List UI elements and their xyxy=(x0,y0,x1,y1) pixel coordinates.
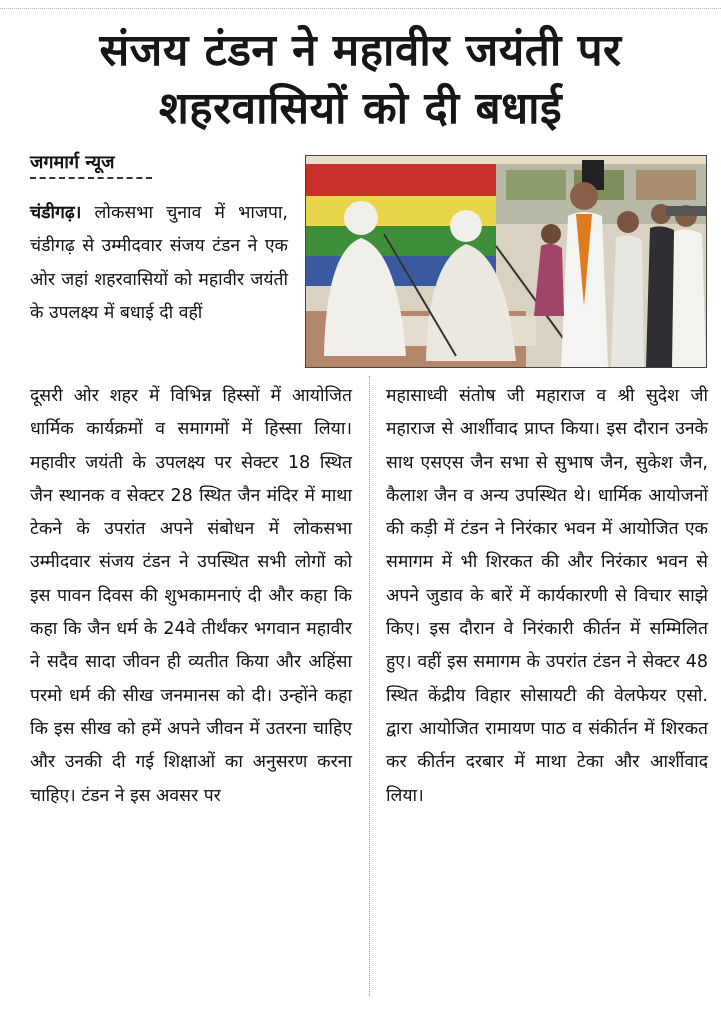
lead-text: लोकसभा चुनाव में भाजपा, चंडीगढ़ से उम्मीदवार संजय टंडन ने एक ओर जहां शहरवासियों को महावीर जयंती के उपलक्ष्य में बधाई दी वहीं xyxy=(30,203,288,323)
article-column-2: महासाध्वी संतोष जी महाराज व श्री सुदेश जी महाराज से आर्शीवाद प्राप्त किया। इस दौरान उनके साथ एसएस जैन सभा से सुभाष जैन, सुकेश जैन, कैलाश जैन व अन्य उपस्थित थे। धार्मिक आयोजनों की कड़ी में टंडन ने निरंकार भवन में आयोजित एक समागम में भी शिरकत की और निरंकार भवन से अपने जुडाव के बारें में कार्यकारणी से विचार साझे किए। इस दौरान वे निरंकारी कीर्तन में सम्मिलित हुए। वहीं इस समागम के उपरांत टंडन ने सेक्टर 48 स्थित केंद्रीय विहार सोसायटी की वेलफेयर एसो. द्वारा आयोजित रामायण पाठ व संकीर्तन में शिरकत कर कीर्तन दरबार में माथा टेका और आर्शीवाद लिया। xyxy=(386,386,709,806)
column-divider xyxy=(369,376,371,996)
headline-line-2: शहरवासियों को दी बधाई xyxy=(158,83,563,134)
headline-line-1: संजय टंडन ने महावीर जयंती पर xyxy=(99,25,622,76)
place-name: चंडीगढ़। xyxy=(30,203,82,223)
headline xyxy=(20,22,701,138)
byline: जगमार्ग न्यूज xyxy=(30,150,152,179)
lead-paragraph xyxy=(30,197,288,330)
page-top-edge xyxy=(0,0,721,9)
article-column-1: दूसरी ओर शहर में विभिन्न हिस्सों में आयोजित धार्मिक कार्यक्रमों व समागमों में हिस्सा लिया। महावीर जयंती के उपलक्ष्य पर सेक्टर 18 स्थित जैन स्थानक व सेक्टर 28 स्थित जैन मंदिर में माथा टेकने के उपरांत अपने संबोधन में लोकसभा उम्मीदवार संजय टंडन ने उपस्थित सभी लोगों को इस पावन दिवस की शुभकामनाएं दी और कहा कि कहा कि जैन धर्म के 24वे तीर्थंकर भगवान महावीर ने सदैव सादा जीवन ही व्यतीत किया और अहिंसा परमो धर्म की सीख जनमानस को दी। उन्होंने कहा कि इस सीख को हमें अपने जीवन में उतरना चाहिए और उनकी दी गई शिक्षाओं का अनुसरण करना चाहिए। टंडन ने इस अवसर पर xyxy=(30,386,352,806)
news-photo xyxy=(305,155,707,368)
